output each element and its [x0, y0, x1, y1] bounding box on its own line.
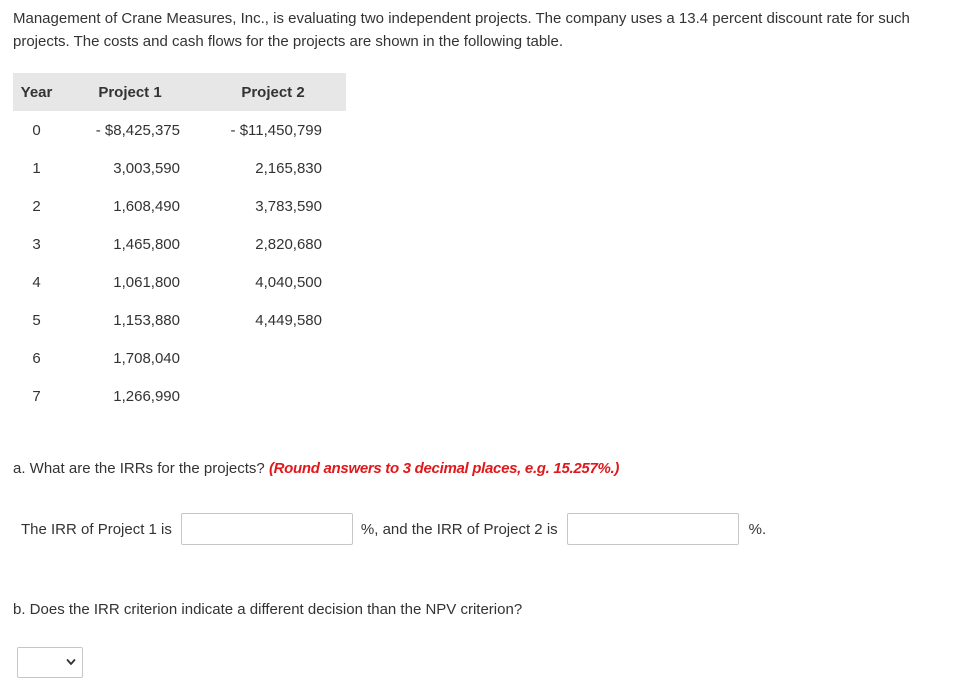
table-row — [13, 263, 346, 301]
project-2-cell: 4,040,500 — [255, 273, 322, 291]
year-cell: 7 — [32, 387, 41, 405]
table-row — [13, 377, 346, 415]
project-1-cell: - $8,425,375 — [95, 121, 180, 139]
year-cell: 0 — [32, 121, 41, 139]
year-cell: 3 — [32, 235, 41, 253]
cash-flow-table — [13, 73, 346, 415]
header-project-1: Project 1 — [60, 73, 200, 111]
table-row — [13, 111, 346, 149]
project-1-cell: 1,153,880 — [113, 311, 180, 329]
header-project-2: Project 2 — [200, 73, 346, 111]
irr-project-2-input[interactable] — [567, 513, 739, 545]
question-b: b. Does the IRR criterion indicate a different decision than the NPV criterion? — [13, 601, 523, 618]
project-2-cell: 2,165,830 — [255, 159, 322, 177]
project-2-cell: 4,449,580 — [255, 311, 322, 329]
project-2-cell: - $11,450,799 — [230, 121, 322, 139]
project-1-cell: 3,003,590 — [113, 159, 180, 177]
year-cell: 1 — [32, 159, 41, 177]
table-row — [13, 301, 346, 339]
question-a — [13, 460, 619, 477]
percent-suffix: %. — [748, 520, 767, 538]
table-row — [13, 187, 346, 225]
table-row — [13, 339, 346, 377]
year-cell: 4 — [32, 273, 41, 291]
header-year: Year — [13, 73, 60, 111]
chevron-down-icon — [66, 657, 76, 667]
rounding-hint: (Round answers to 3 decimal places, e.g. 15.257%.) — [268, 460, 620, 477]
project-1-cell: 1,708,040 — [113, 349, 180, 367]
project-2-cell: 3,783,590 — [255, 197, 322, 215]
year-cell: 6 — [32, 349, 41, 367]
project-2-cell — [200, 377, 346, 415]
project-1-cell: 1,061,800 — [113, 273, 180, 291]
project-1-cell: 1,465,800 — [113, 235, 180, 253]
problem-statement: Management of Crane Measures, Inc., is evaluating two independent projects. The company uses a 13.4 percent discount rate for such projects. The costs and cash flows for the projects are shown in the following table. — [13, 10, 910, 50]
table-header-row — [13, 73, 346, 111]
project-1-cell: 1,608,490 — [113, 197, 180, 215]
year-cell: 5 — [32, 311, 41, 329]
irr-project-2-label: %, and the IRR of Project 2 is — [360, 520, 558, 538]
irr-project-1-label: The IRR of Project 1 is — [21, 520, 172, 538]
table-row — [13, 149, 346, 187]
project-2-cell — [200, 339, 346, 377]
table-row — [13, 225, 346, 263]
project-2-cell: 2,820,680 — [255, 235, 322, 253]
decision-dropdown[interactable] — [17, 647, 83, 678]
year-cell: 2 — [32, 197, 41, 215]
project-1-cell: 1,266,990 — [113, 387, 180, 405]
question-a-text: a. What are the IRRs for the projects? — [13, 460, 265, 477]
irr-project-1-input[interactable] — [181, 513, 353, 545]
irr-answer-row — [21, 512, 766, 546]
